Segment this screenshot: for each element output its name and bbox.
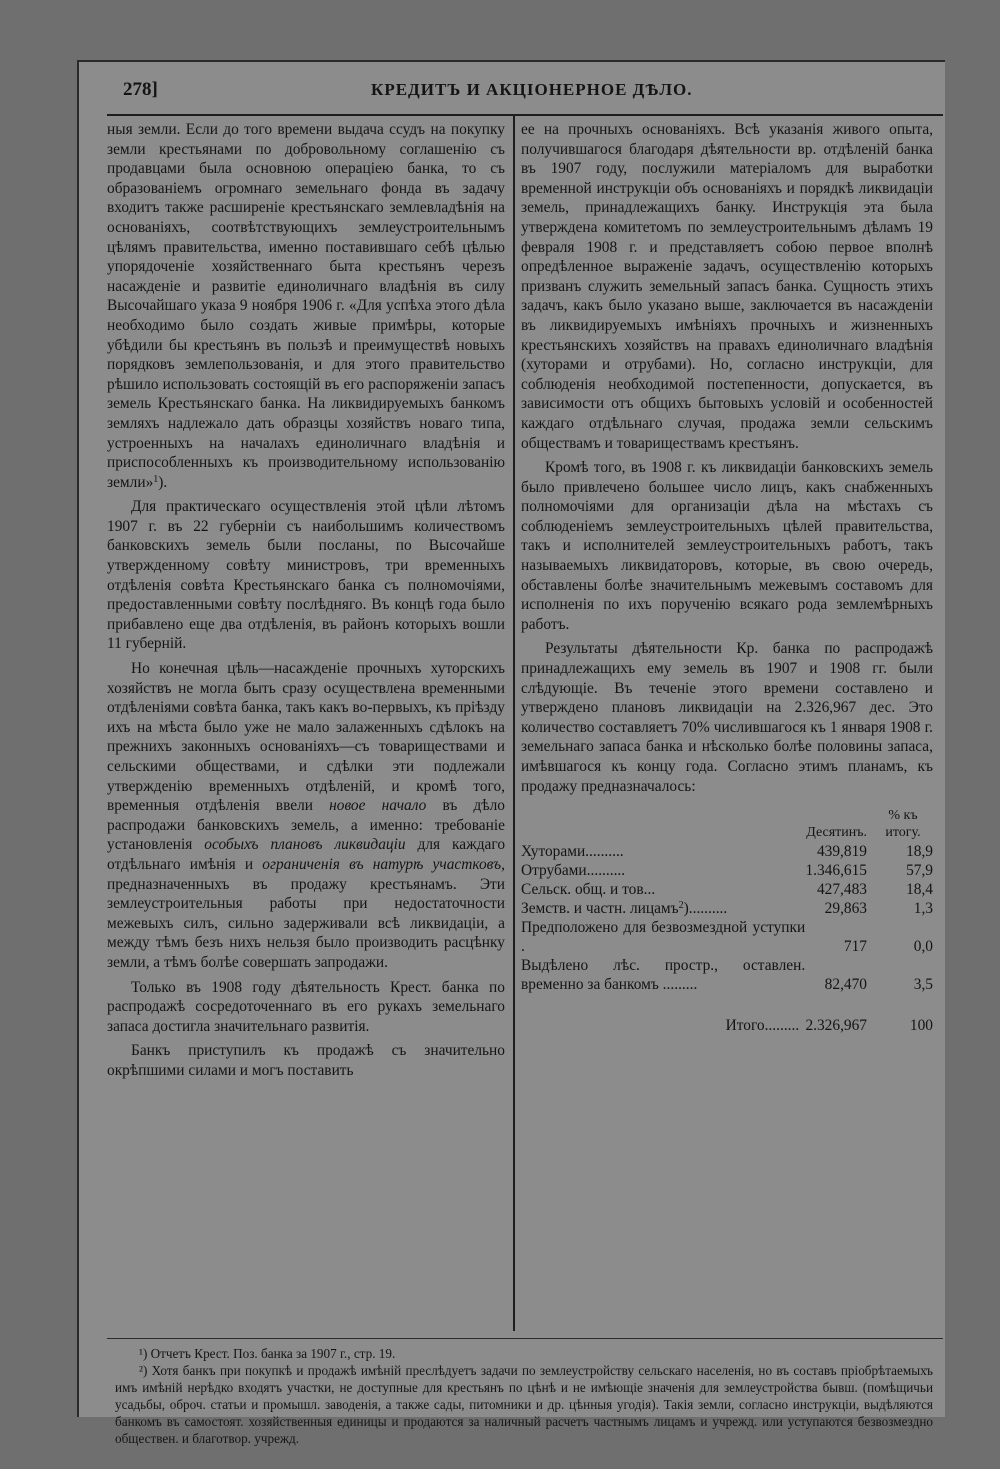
paragraph: ныя земли. Если до того времени выдача ссудъ на покупку земли крестьянами по добровольному соглашенію съ продавцами была основною операціею банка, то съ образованіемъ огромнаго земельнаго фонда въ задачу входитъ также расширеніе крестьянскаго землевладѣнія на основаніяхъ, соотвѣтствующихъ землеустроительнымъ цѣлямъ правительства, именно поставившаго себѣ цѣлью упорядоченіе хозяйственнаго быта крестьянъ черезъ насажденіе и развитіе единоличнаго владѣнія въ силу Высочайшаго указа 9 ноября 1906 г. «Для успѣха этого дѣла необходимо было создать живые примѣры, которые убѣдили бы крестьянъ въ пользѣ и преимуществѣ новыхъ порядковъ землепользованія, и для этого правительство рѣшило использовать состоящій въ его распоряженіи запасъ земель Крестьянскаго банка. На ликвидируемыхъ банкомъ земляхъ надлежало дать образцы хозяйствъ новаго типа, устроенныхъ на началахъ единоличнаго владѣнія и приспособленныхъ къ производительному использованію земли»$^1$). [107,121,505,491]
page-number: 278] [123,79,158,100]
table-total-row: Итого......... 2.326,967 100 [725,1017,933,1035]
right-column [521,120,933,1035]
footnote: ¹) Отчетъ Крест. Поз. банка за 1907 г., стр. 19. [139,1346,396,1361]
col-header: Десятинъ. [806,825,867,841]
page-header [123,79,943,105]
table-row: Хуторами.......... 439,819 18,9 [521,843,933,861]
paragraph: ее на прочныхъ основаніяхъ. Всѣ указанія живого опыта, получившагося благодаря дѣятельности вр. отдѣленій банка въ 1907 году, послужили матеріаломъ для выработки временной инструкціи объ основаніяхъ и порядкѣ ликвидаціи земель, принадлежащихъ банку. Инструкція эта была утверждена комитетомъ по землеустроительнымъ дѣламъ 19 февраля 1908 г. и представляетъ собою первое вполнѣ опредѣленное выраженіе задачъ, осуществленію которыхъ призванъ служить земельный запасъ банка. Сущность этихъ задачъ, какъ было указано выше, заключается въ насажденіи въ ликвидируемыхъ имѣніяхъ прочныхъ и жизненныхъ крестьянскихъ хозяйствъ на правахъ единоличнаго владѣнія (хуторами и отрубами). Но, согласно инструкціи, для соблюденія необходимой постепенности, допускается, въ зависимости отъ общихъ бытовыхъ условій и особенностей каждаго отдѣльнаго случая, продажа земли сельскимъ обществамъ и товариществамъ крестьянъ. [521,121,933,452]
table-header-row [521,806,933,842]
paragraph: Банкъ приступилъ къ продажѣ съ значительно окрѣпшими силами и могъ поставить [107,1042,505,1079]
running-title: КРЕДИТЪ И АКЦІОНЕРНОЕ ДѢЛО. [371,80,693,99]
table-row: Земств. и частн. лицамъ$^2$).......... 29,863 1,3 [521,900,933,918]
book-page [77,60,945,1446]
footnote-rule [107,1338,943,1339]
table-row: Отрубами.......... 1.346,615 57,9 [521,862,933,880]
footnotes [115,1345,933,1447]
col-header: % къ итогу. [885,808,921,841]
paragraph: Для практическаго осуществленія этой цѣли лѣтомъ 1907 г. въ 22 губерніи съ наибольшимъ количествомъ банковскихъ земель были посланы, по Высочайше утвержденному совѣту министровъ, три временныхъ отдѣленія совѣта Крестьянскаго банка съ полномочіями, предоставленными совѣту послѣдняго. Въ концѣ года было прибавлено еще два отдѣленія, въ районъ которыхъ вошли 11 губерній. [107,498,505,653]
paragraph: Результаты дѣятельности Кр. банка по распродажѣ принадлежащихъ ему земель въ 1907 и 1908 гг. были слѣдующіе. Въ теченіе этого времени составлено и утверждено плановъ ликвидаціи на 2.326,967 дес. Это количество составляетъ 70% числившагося къ 1 января 1908 г. земельнаго запаса банка и нѣсколько болѣе половины запаса, имѣвшагося къ концу года. Согласно этимъ планамъ, къ продажу предназначалось: [521,640,933,795]
header-rule [107,114,943,116]
footnote: ²) Хотя банкъ при покупкѣ и продажѣ имѣній преслѣдуетъ задачи по землеустройству сельскаго населенія, но въ составъ пріобрѣтаемыхъ имъ имѣній нерѣдко входятъ участки, не доступные для крестьянъ по цѣнѣ и не имѣющіе значенія для землеустройства бывш. (помѣщичьи усадьбы, оброч. статьи и промышл. заводенія, а также сады, питомники и др. цѣнныя угодія). Такія земли, согласно инструкціи, выдѣляются банкомъ въ самостоят. хозяйственныя единицы и продаются за наличный расчетъ частнымъ лицамъ и учрежд. или уступаются безвозмездно обществен. и благотвор. учрежд. [115,1363,933,1446]
paragraph: Кромѣ того, въ 1908 г. къ ликвидаціи банковскихъ земель было привлечено большее число лицъ, какъ снабженныхъ полномочіями для организаціи дѣла на мѣстахъ съ соблюденіемъ землеустроительныхъ цѣлей правительства, такъ и исполнителей землеустроительныхъ работъ, такъ называемыхъ ликвидаторовъ, которые, въ свою очередь, обставлены болѣе значительнымъ межевымъ составомъ для исполненія по ихъ порученію всякаго рода землемѣрныхъ работъ. [521,459,933,633]
distribution-table [521,806,933,1035]
footnote-ref: 1 [153,473,159,485]
table-row: Выдѣлено лѣс. простр., оставлен. временно за банкомъ ......... 82,470 3,5 [521,957,933,994]
paragraph: Но конечная цѣль—насажденіе прочныхъ хуторскихъ хозяйствъ не могла быть сразу осуществлена временными отдѣленіями совѣта банка, такъ какъ во-первыхъ, къ пріѣзду ихъ на мѣста было уже не мало залаженныхъ сдѣлокъ на прежнихъ законныхъ основаніяхъ—съ товариществами и сельскими обществами, и сдѣлки эти подлежали утвержденію временныхъ отдѣленій, и кромѣ того, временныя отдѣленія ввели новое начало въ дѣло распродажи банковскихъ земель, а именно: требованіе установленія особыхъ плановъ ликвидаціи для каждаго отдѣльнаго имѣнія и ограниченія въ натурѣ участковъ, предназначенныхъ въ продажу крестьянамъ. Эти землеустроительныя работы при недостаточности межевыхъ силъ, сильно задерживали всѣ ликвидаціи, а между тѣмъ безъ нихъ нельзя было производить расцѣнку земли, а тѣмъ болѣе совершать запродажи. [107,660,506,971]
table-row: Сельск. общ. и тов... 427,483 18,4 [521,881,933,899]
left-column [107,120,505,1081]
paragraph: Только въ 1908 году дѣятельность Крест. банка по распродажѣ сосредоточеннаго въ его рукахъ земельнаго запаса достигла значительнаго развитія. [107,978,505,1035]
table-row: Предположено для безвозмездной уступки . 717 0,0 [521,919,933,956]
column-divider [513,116,515,1331]
